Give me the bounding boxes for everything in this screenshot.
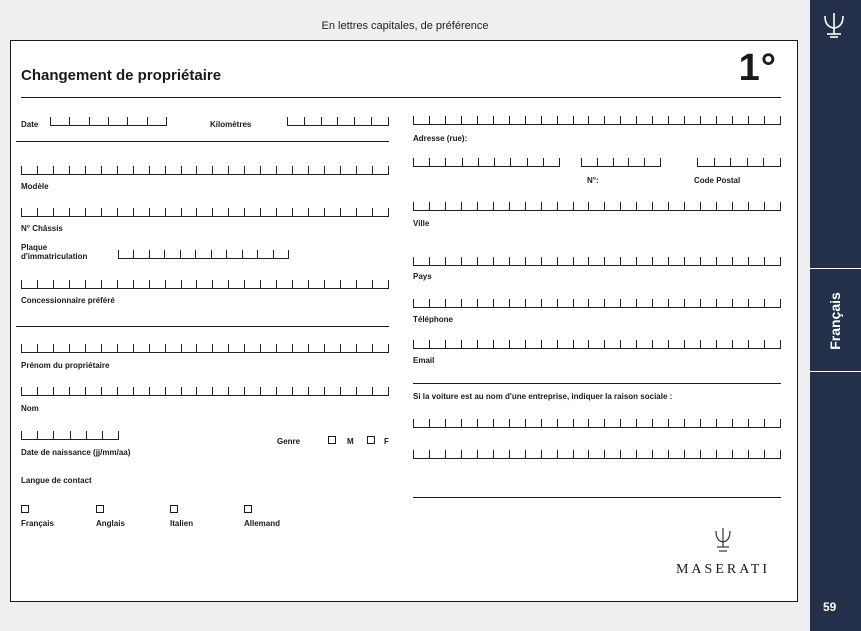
form-number: 1° (738, 47, 777, 89)
km-field[interactable] (287, 117, 389, 126)
lang-en-label: Anglais (96, 519, 125, 528)
km-label: Kilomètres (210, 120, 252, 129)
street-field[interactable] (413, 158, 560, 167)
owner-name-field[interactable] (21, 387, 389, 396)
plate-field[interactable] (118, 250, 289, 259)
sidebar (810, 0, 861, 631)
lang-de-checkbox[interactable] (244, 505, 252, 513)
ownership-change-form (10, 40, 798, 602)
gender-f-checkbox[interactable] (367, 436, 375, 444)
company-field-line-1[interactable] (413, 419, 781, 428)
lang-fr-checkbox[interactable] (21, 505, 29, 513)
brand-wordmark: MASERATI (675, 562, 770, 577)
model-label: Modèle (21, 182, 49, 191)
model-field[interactable] (21, 166, 389, 175)
company-label: Si la voiture est au nom d'une entreprise, indiquer la raison sociale : (413, 392, 673, 401)
gender-m-checkbox[interactable] (328, 436, 336, 444)
owner-name-label: Nom (21, 404, 39, 413)
language-tab-label: Français (827, 292, 843, 350)
brand-logo (663, 527, 783, 578)
country-label: Pays (413, 272, 432, 281)
birthdate-field[interactable] (21, 431, 119, 440)
chassis-label: N° Châssis (21, 224, 63, 233)
form-instruction: En lettres capitales, de préférence (321, 20, 489, 32)
gender-m-label: M (347, 437, 354, 446)
owner-firstname-label: Prénom du propriétaire (21, 361, 110, 370)
page-number: 59 (823, 600, 837, 614)
email-field[interactable] (413, 340, 781, 349)
lang-de-label: Allemand (244, 519, 281, 528)
lang-fr-label: Français (21, 519, 54, 528)
gender-f-label: F (384, 437, 389, 446)
lang-it-label: Italien (170, 519, 194, 528)
plate-label-line-2: d'immatriculation (21, 252, 88, 261)
divider (413, 497, 781, 498)
birthdate-label: Date de naissance (jj/mm/aa) (21, 448, 131, 457)
chassis-field[interactable] (21, 208, 389, 217)
language-label: Langue de contact (21, 476, 92, 485)
gender-label: Genre (277, 437, 301, 446)
postcode-field[interactable] (697, 158, 781, 167)
company-field-line-2[interactable] (413, 450, 781, 459)
dealer-field[interactable] (21, 280, 389, 289)
trident-icon (816, 10, 852, 40)
phone-label: Téléphone (413, 315, 454, 324)
phone-field[interactable] (413, 299, 781, 308)
date-field[interactable] (50, 117, 167, 126)
lang-it-checkbox[interactable] (170, 505, 178, 513)
divider (413, 383, 781, 384)
form-title: Changement de propriétaire (21, 67, 222, 84)
owner-firstname-field[interactable] (21, 344, 389, 353)
divider (16, 141, 389, 142)
date-label: Date (21, 120, 39, 129)
house-number-field[interactable] (581, 158, 661, 167)
lang-en-checkbox[interactable] (96, 505, 104, 513)
title-divider (21, 97, 781, 98)
dealer-label: Concessionnaire préféré (21, 296, 115, 305)
address-field[interactable] (413, 116, 781, 125)
trident-logo-icon (713, 527, 733, 553)
city-label: Ville (413, 219, 430, 228)
plate-label-line-1: Plaque (21, 243, 48, 252)
house-number-label: N°: (587, 176, 599, 185)
divider (16, 326, 389, 327)
address-label: Adresse (rue): (413, 134, 468, 143)
email-label: Email (413, 356, 435, 365)
language-tab[interactable] (810, 268, 861, 372)
city-field[interactable] (413, 202, 781, 211)
postcode-label: Code Postal (694, 176, 741, 185)
country-field[interactable] (413, 257, 781, 266)
